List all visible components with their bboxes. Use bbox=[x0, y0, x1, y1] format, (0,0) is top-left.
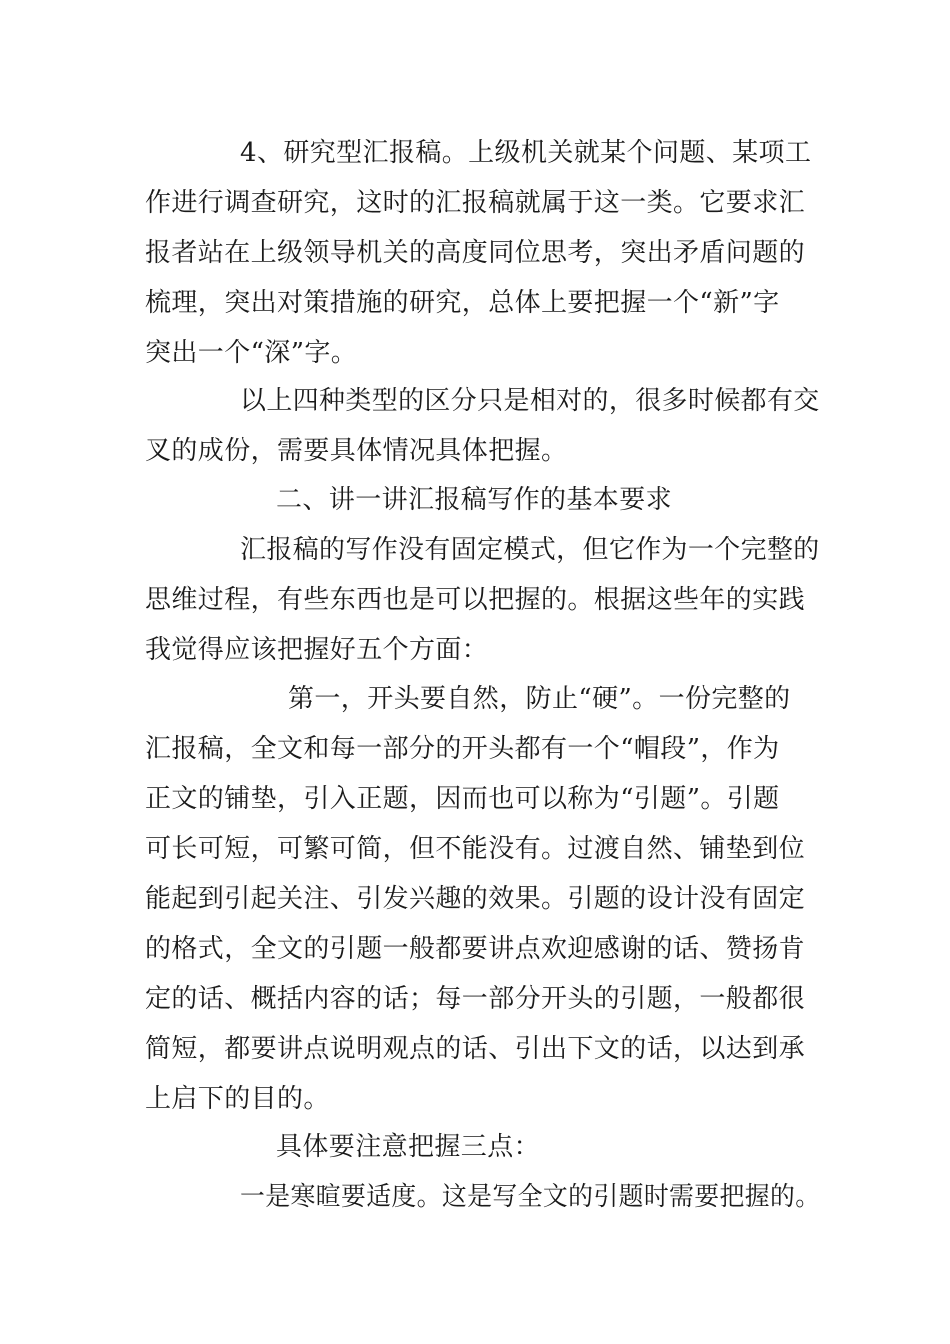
text-line: 突出一个“深”字。 bbox=[145, 338, 358, 368]
text-line: 可长可短，可繁可简，但不能没有。过渡自然、铺垫到位 bbox=[145, 834, 806, 864]
text-line: 的格式，全文的引题一般都要讲点欢迎感谢的话、赞扬肯 bbox=[145, 934, 806, 964]
text-line: 汇报稿，全文和每一部分的开头都有一个“帽段”，作为 bbox=[145, 734, 780, 764]
text-line: 具体要注意把握三点： bbox=[276, 1132, 541, 1162]
text-line: 我觉得应该把握好五个方面： bbox=[145, 635, 489, 665]
text-line: 定的话、概括内容的话；每一部分开头的引题，一般都很 bbox=[145, 984, 806, 1014]
text-line: 叉的成份，需要具体情况具体把握。 bbox=[145, 436, 568, 466]
text-line: 简短，都要讲点说明观点的话、引出下文的话，以达到承 bbox=[145, 1034, 806, 1064]
section-heading: 二、讲一讲汇报稿写作的基本要求 bbox=[276, 485, 673, 515]
text-line: 一是寒暄要适度。这是写全文的引题时需要把握的。 bbox=[240, 1182, 821, 1212]
text-line: 汇报稿的写作没有固定模式，但它作为一个完整的 bbox=[240, 535, 820, 565]
text-line: 4、研究型汇报稿。上级机关就某个问题、某项工 bbox=[240, 138, 812, 168]
text-line: 梳理，突出对策措施的研究，总体上要把握一个“新”字 bbox=[145, 288, 780, 318]
text-line: 报者站在上级领导机关的高度同位思考，突出矛盾问题的 bbox=[145, 238, 806, 268]
text-line: 上启下的目的。 bbox=[145, 1084, 330, 1114]
text-line: 正文的铺垫，引入正题，因而也可以称为“引题”。引题 bbox=[145, 784, 780, 814]
text-line: 第一，开头要自然，防止“硬”。一份完整的 bbox=[288, 684, 791, 714]
text-line: 以上四种类型的区分只是相对的，很多时候都有交 bbox=[240, 386, 820, 416]
text-line: 作进行调查研究，这时的汇报稿就属于这一类。它要求汇 bbox=[145, 188, 806, 218]
text-line: 思维过程，有些东西也是可以把握的。根据这些年的实践 bbox=[145, 585, 806, 615]
text-line: 能起到引起关注、引发兴趣的效果。引题的设计没有固定 bbox=[145, 884, 806, 914]
